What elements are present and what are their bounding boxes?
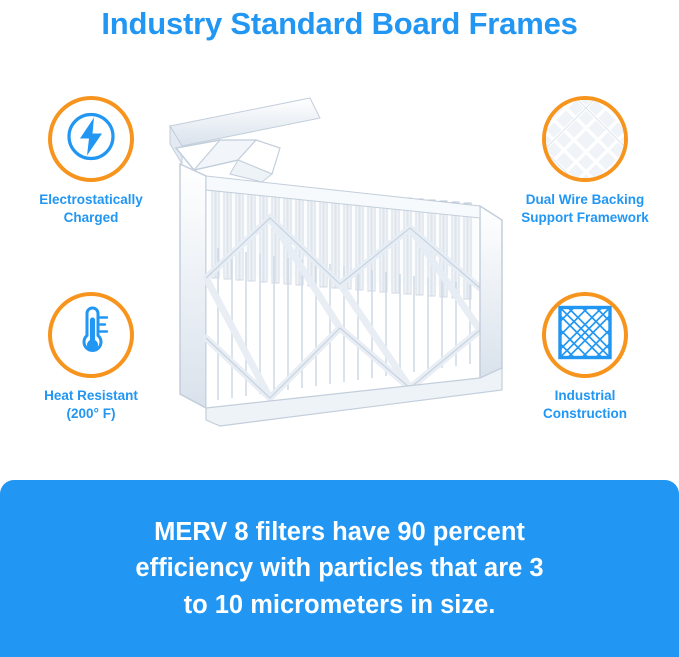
feature-heat-resistant [6, 292, 176, 423]
feature-label-line1: Industrial [554, 388, 616, 403]
banner-line-2: efficiency with particles that are 3 [135, 554, 544, 583]
banner-line-1: MERV 8 filters have 90 percent [154, 518, 525, 547]
feature-icon-circle [48, 292, 134, 378]
bottom-banner [0, 480, 679, 657]
feature-label-line2: Construction [543, 406, 627, 422]
feature-label-line1: Electrostatically [39, 192, 143, 207]
feature-dual-wire-backing [500, 96, 670, 227]
feature-label-line2: Support Framework [521, 210, 649, 226]
feature-industrial-construction [500, 292, 670, 423]
feature-label [6, 387, 176, 423]
feature-label [6, 191, 176, 227]
grid-frame-icon [557, 305, 613, 366]
feature-icon-circle [542, 292, 628, 378]
feature-label-line2: (200° F) [66, 406, 116, 422]
feature-electrostatically-charged [6, 96, 176, 227]
feature-label [500, 191, 670, 227]
wire-mesh-photo-icon [546, 100, 624, 178]
feature-label-line1: Dual Wire Backing [525, 192, 645, 207]
feature-label-line2: Charged [63, 210, 119, 226]
feature-icon-circle [48, 96, 134, 182]
page-title: Industry Standard Board Frames [101, 6, 578, 41]
banner-line-3: to 10 micrometers in size. [183, 590, 496, 619]
thermometer-icon [69, 306, 113, 365]
feature-label [500, 387, 670, 423]
banner-text [105, 514, 573, 623]
feature-label-line1: Heat Resistant [44, 388, 138, 403]
product-image [160, 78, 510, 458]
lightning-bolt-icon [67, 111, 115, 168]
feature-icon-circle [542, 96, 628, 182]
